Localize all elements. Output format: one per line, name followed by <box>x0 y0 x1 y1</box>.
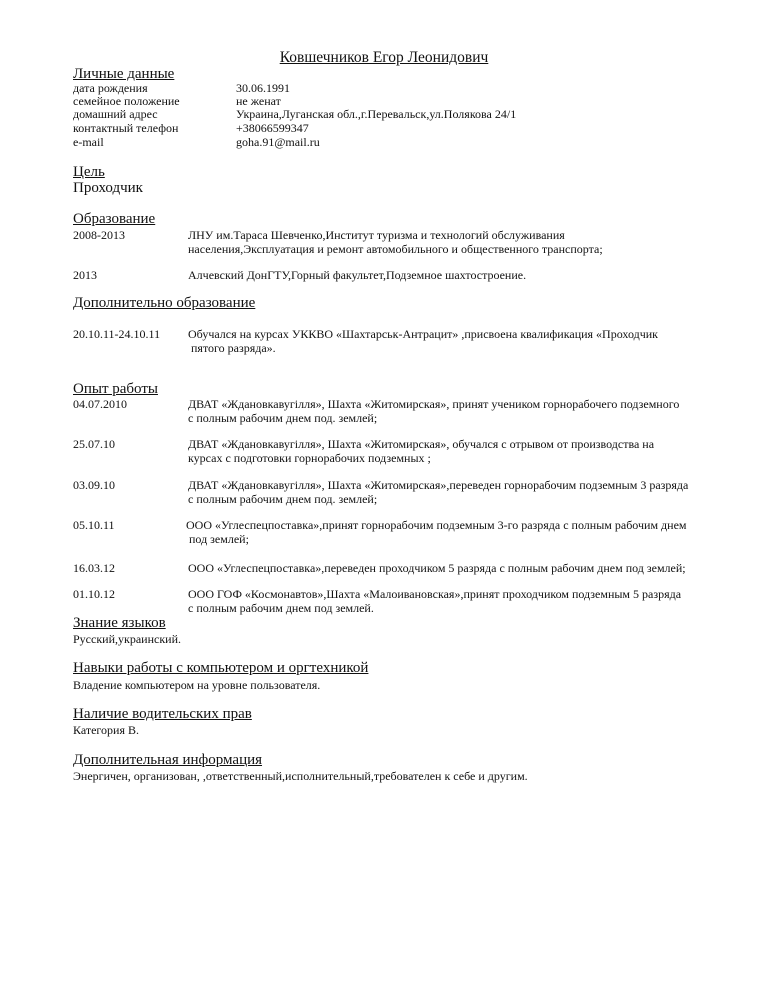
languages-heading: Знание языков <box>73 615 166 631</box>
email-value: goha.91@mail.ru <box>236 135 320 149</box>
personal-data-heading: Личные данные <box>73 66 175 82</box>
experience-desc <box>188 561 748 575</box>
education-desc <box>188 228 748 256</box>
experience-desc-line: с полным рабочим днем под. землей; <box>188 492 378 506</box>
experience-desc-line: ДВАТ «Ждановкавугілля», Шахта «Житомирская», обучался с отрывом от производства на <box>188 437 655 451</box>
extra-education-heading: Дополнительно образование <box>73 295 256 311</box>
marital-label: семейное положение <box>73 94 180 108</box>
experience-date: 03.09.10 <box>73 478 115 492</box>
phone-value: +38066599347 <box>236 121 309 135</box>
goal-heading: Цель <box>73 164 105 180</box>
experience-desc-line: с полным рабочим днем под. землей; <box>188 411 378 425</box>
goal-value: Проходчик <box>73 180 143 196</box>
additional-info-heading: Дополнительная информация <box>73 752 263 768</box>
education-heading: Образование <box>73 211 156 227</box>
experience-date: 05.10.11 <box>73 518 115 532</box>
experience-date: 01.10.12 <box>73 587 115 601</box>
birthdate-label: дата рождения <box>73 81 148 95</box>
education-desc-line: ЛНУ им.Тараса Шевченко,Институт туризма и технологий обслуживания <box>188 228 565 242</box>
experience-desc <box>186 518 746 546</box>
experience-date: 16.03.12 <box>73 561 115 575</box>
experience-desc-line: ДВАТ «Ждановкавугілля», Шахта «Житомирская», принят учеником горнорабочего подземного <box>188 397 680 411</box>
full-name: Ковшечников Егор Леонидович <box>279 49 489 66</box>
experience-date: 25.07.10 <box>73 437 115 451</box>
education-desc <box>188 268 748 282</box>
experience-desc-line: курсах с подготовки горнорабочих подземных ; <box>188 451 431 465</box>
address-value: Украина,Луганская обл.,г.Перевальск,ул.Полякова 24/1 <box>236 107 517 121</box>
education-date: 2008-2013 <box>73 228 125 242</box>
education-desc-line: населения,Эксплуатация и ремонт автомобильного и общественного транспорта; <box>188 242 603 256</box>
additional-info-value: Энергичен, организован, ,ответственный,исполнительный,требователен к себе и другим. <box>73 769 528 783</box>
experience-desc <box>188 437 748 465</box>
experience-desc-line: ООО «Углеспецпоставка»,принят горнорабочим подземным 3-го разряда с полным рабочим днем <box>186 518 687 532</box>
driving-license-value: Категория В. <box>73 723 139 737</box>
experience-desc-line: с полным рабочим днем под землей. <box>188 601 374 615</box>
experience-date: 04.07.2010 <box>73 397 127 411</box>
extra-education-desc <box>188 327 748 355</box>
extra-education-date: 20.10.11-24.10.11 <box>73 327 161 341</box>
experience-desc-line: ДВАТ «Ждановкавугілля», Шахта «Житомирская»,переведен горнорабочим подземным 3 разряда <box>188 478 689 492</box>
experience-desc-line: ООО ГОФ «Космонавтов»,Шахта «Малоивановская»,принят проходчиком подземным 5 разряда <box>188 587 682 601</box>
extra-education-desc-line: пятого разряда». <box>188 341 276 355</box>
education-date: 2013 <box>73 268 97 282</box>
computer-skills-heading: Навыки работы с компьютером и оргтехникой <box>73 660 369 676</box>
experience-desc <box>188 478 748 506</box>
experience-desc-line: ООО «Углеспецпоставка»,переведен проходчиком 5 разряда с полным рабочим днем под землей; <box>188 561 686 575</box>
marital-value: не женат <box>236 94 281 108</box>
experience-desc <box>188 397 748 425</box>
phone-label: контактный телефон <box>73 121 179 135</box>
education-desc-line: Алчевский ДонГТУ,Горный факультет,Подземное шахтостроение. <box>188 268 527 282</box>
computer-skills-value: Владение компьютером на уровне пользователя. <box>73 678 321 692</box>
experience-desc <box>188 587 748 615</box>
driving-license-heading: Наличие водительских прав <box>73 706 252 722</box>
extra-education-desc-line: Обучался на курсах УККВО «Шахтарськ-Антрацит» ,присвоена квалификация «Проходчик <box>188 327 659 341</box>
experience-heading: Опыт работы <box>73 381 158 397</box>
experience-desc-line: под землей; <box>186 532 249 546</box>
birthdate-value: 30.06.1991 <box>236 81 290 95</box>
email-label: e-mail <box>73 135 104 149</box>
languages-value: Русский,украинский. <box>73 632 181 646</box>
address-label: домашний адрес <box>73 107 158 121</box>
